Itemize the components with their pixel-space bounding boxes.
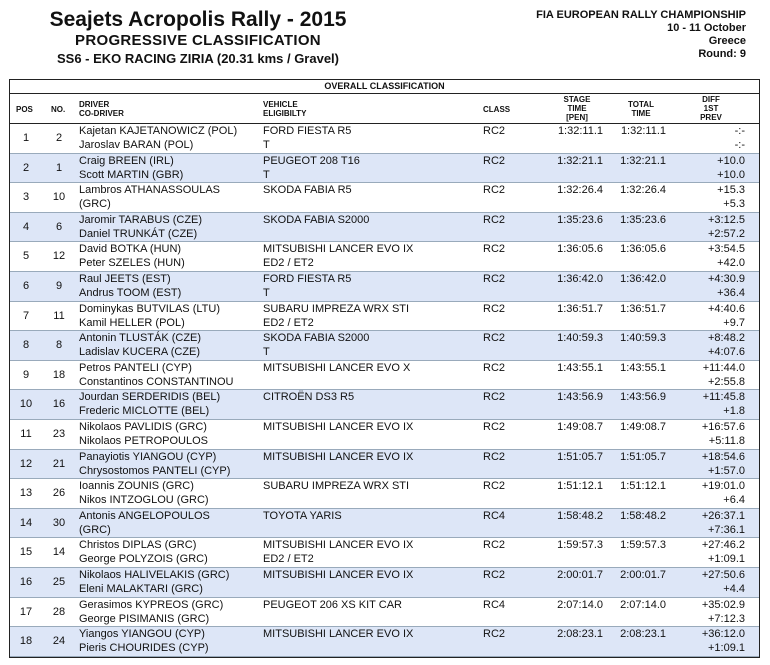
col-class: CLASS	[483, 105, 511, 114]
stage-time: 1:43:55.1	[557, 361, 603, 374]
page-title: Seajets Acropolis Rally - 2015	[49, 8, 347, 31]
driver-name: Panayiotis YIANGOU (CYP)	[79, 450, 217, 463]
vehicle: MITSUBISHI LANCER EVO X	[263, 361, 411, 374]
table-row	[10, 538, 759, 568]
table-row	[10, 361, 759, 391]
codriver-name: Ladislav KUCERA (CZE)	[79, 346, 201, 359]
position: 4	[22, 220, 30, 233]
table-row	[10, 213, 759, 243]
table-row	[10, 509, 759, 539]
stage-time: 1:32:11.1	[557, 125, 603, 137]
driver-name: Nikolaos HALIVELAKIS (GRC)	[79, 568, 230, 581]
table-row	[10, 242, 759, 272]
codriver-name: Frederic MICLOTTE (BEL)	[79, 405, 210, 418]
class: RC2	[483, 361, 506, 374]
stage-time: 1:49:08.7	[557, 420, 603, 433]
total-time: 2:00:01.7	[620, 568, 666, 581]
class: RC2	[483, 539, 506, 552]
diff-prev: +4.4	[723, 582, 745, 595]
position: 18	[19, 635, 33, 648]
diff-first: -:-	[734, 125, 745, 137]
total-time: 1:36:51.7	[620, 302, 666, 315]
diff-prev: +4:07.6	[707, 346, 745, 359]
class: RC2	[483, 243, 506, 256]
vehicle: MITSUBISHI LANCER EVO IX	[263, 450, 414, 463]
vehicle: SKODA FABIA S2000	[263, 213, 370, 226]
driver-name: Jaromir TARABUS (CZE)	[79, 213, 203, 226]
diff-first: +4:30.9	[707, 272, 745, 285]
diff-prev: +1:57.0	[707, 464, 745, 477]
stage-time: 1:32:21.1	[557, 154, 603, 167]
position: 5	[22, 250, 30, 263]
total-time: 1:43:55.1	[620, 361, 666, 374]
eligibility: ED2 / ET2	[263, 316, 314, 329]
vehicle: PEUGEOT 208 T16	[263, 154, 360, 167]
eligibility: T	[263, 286, 270, 299]
diff-first: +18:54.6	[701, 450, 745, 463]
car-number: 26	[52, 487, 66, 500]
diff-first: +16:57.6	[701, 420, 745, 433]
position: 13	[19, 487, 33, 500]
driver-name: Gerasimos KYPREOS (GRC)	[79, 598, 224, 611]
column-headers	[10, 94, 759, 124]
col-vehicle: VEHICLE ELIGIBILTY	[263, 100, 307, 118]
vehicle: SUBARU IMPREZA WRX STI	[263, 480, 410, 493]
stage-time: 1:43:56.9	[557, 391, 603, 404]
total-time: 2:08:23.1	[620, 628, 666, 641]
vehicle: SKODA FABIA S2000	[263, 332, 370, 345]
vehicle: MITSUBISHI LANCER EVO IX	[263, 568, 414, 581]
codriver-name: Kamil HELLER (POL)	[79, 316, 185, 329]
driver-name: Antonin TLUSTÁK (CZE)	[79, 332, 202, 345]
car-number: 12	[52, 250, 66, 263]
header-left	[18, 8, 378, 68]
total-time: 1:51:12.1	[620, 480, 666, 493]
table-row	[10, 124, 759, 154]
stage-time: 1:51:05.7	[557, 450, 603, 463]
diff-prev: +10.0	[717, 168, 745, 181]
driver-name: Kajetan KAJETANOWICZ (POL)	[79, 125, 238, 137]
diff-prev: +2:57.2	[707, 227, 745, 240]
total-time: 1:51:05.7	[620, 450, 666, 463]
classification-table	[9, 79, 760, 658]
car-number: 18	[52, 368, 66, 381]
table-body	[10, 124, 759, 657]
car-number: 30	[52, 516, 66, 529]
diff-prev: +1.8	[723, 405, 745, 418]
car-number: 11	[53, 309, 65, 322]
total-time: 1:59:57.3	[620, 539, 666, 552]
col-diff: DIFF 1ST PREV	[700, 95, 722, 122]
stage-time: 1:40:59.3	[557, 332, 603, 345]
table-row	[10, 450, 759, 480]
diff-first: +4:40.6	[707, 302, 745, 315]
class: RC2	[483, 332, 506, 345]
diff-first: +36:12.0	[701, 628, 745, 641]
codriver-name: Nikos INTZOGLOU (GRC)	[79, 494, 209, 507]
diff-prev: +1:09.1	[707, 642, 745, 655]
diff-prev: +9.7	[723, 316, 745, 329]
driver-name: Ioannis ZOUNIS (GRC)	[79, 480, 194, 493]
stage-time: 2:07:14.0	[557, 598, 603, 611]
class: RC2	[483, 272, 506, 285]
position: 14	[19, 516, 33, 529]
diff-prev: +5.3	[723, 198, 745, 211]
table-row	[10, 420, 759, 450]
codriver-name: George POLYZOIS (GRC)	[79, 553, 208, 566]
codriver-name: Jaroslav BARAN (POL)	[79, 139, 194, 151]
eligibility: T	[263, 168, 270, 181]
class: RC2	[483, 450, 506, 463]
car-number: 6	[55, 220, 63, 233]
position: 3	[22, 191, 30, 204]
diff-first: +11:44.0	[702, 361, 745, 374]
table-row	[10, 331, 759, 361]
stage-time: 1:59:57.3	[557, 539, 603, 552]
position: 2	[22, 161, 30, 174]
total-time: 1:32:26.4	[620, 184, 666, 197]
codriver-name: Constantinos CONSTANTINOU	[79, 375, 234, 388]
driver-name: Petros PANTELI (CYP)	[79, 361, 192, 374]
stage-time: 2:08:23.1	[557, 628, 603, 641]
class: RC2	[483, 420, 506, 433]
diff-first: +3:54.5	[707, 243, 745, 256]
position: 11	[20, 427, 32, 440]
table-row	[10, 390, 759, 420]
table-row	[10, 272, 759, 302]
car-number: 1	[55, 161, 63, 174]
total-time: 1:49:08.7	[620, 420, 666, 433]
codriver-name: (GRC)	[79, 198, 111, 211]
vehicle: CITROËN DS3 R5	[263, 391, 355, 404]
vehicle: MITSUBISHI LANCER EVO IX	[263, 539, 414, 552]
class: RC2	[483, 184, 506, 197]
codriver-name: (GRC)	[79, 523, 111, 536]
class: RC4	[483, 598, 506, 611]
position: 8	[22, 339, 30, 352]
header-right	[536, 9, 746, 61]
stage-time: 1:36:42.0	[557, 272, 603, 285]
class: RC2	[483, 480, 506, 493]
vehicle: PEUGEOT 206 XS KIT CAR	[263, 598, 402, 611]
driver-name: Christos DIPLAS (GRC)	[79, 539, 197, 552]
eligibility: ED2 / ET2	[263, 553, 314, 566]
driver-name: Yiangos YIANGOU (CYP)	[79, 628, 205, 641]
diff-prev: +36.4	[717, 286, 745, 299]
diff-prev: +1:09.1	[707, 553, 745, 566]
driver-name: Lambros ATHANASSOULAS	[79, 184, 221, 197]
position: 7	[22, 309, 30, 322]
codriver-name: Peter SZELES (HUN)	[79, 257, 185, 270]
car-number: 2	[55, 132, 63, 144]
car-number: 9	[55, 279, 63, 292]
stage-time: 1:36:05.6	[557, 243, 603, 256]
col-stage-time: STAGE TIME [PEN]	[563, 95, 591, 122]
driver-name: Antonis ANGELOPOULOS	[79, 509, 210, 522]
event-round: Round: 9	[698, 48, 746, 60]
position: 1	[22, 132, 30, 144]
codriver-name: Pieris CHOURIDES (CYP)	[79, 642, 209, 655]
car-number: 28	[52, 605, 66, 618]
table-row	[10, 568, 759, 598]
stage-time: 1:58:48.2	[557, 509, 603, 522]
codriver-name: Daniel TRUNKÁT (CZE)	[79, 227, 198, 240]
class: RC2	[483, 213, 506, 226]
table-row	[10, 302, 759, 332]
diff-prev: -:-	[734, 139, 745, 151]
stage-time: 1:36:51.7	[557, 302, 603, 315]
vehicle: MITSUBISHI LANCER EVO IX	[263, 420, 414, 433]
vehicle: MITSUBISHI LANCER EVO IX	[263, 243, 414, 256]
codriver-name: Eleni MALAKTARI (GRC)	[79, 582, 203, 595]
position: 10	[19, 398, 33, 411]
car-number: 16	[52, 398, 66, 411]
car-number: 10	[52, 191, 66, 204]
class: RC2	[483, 302, 506, 315]
total-time: 1:35:23.6	[620, 213, 666, 226]
col-no: NO.	[51, 105, 66, 114]
vehicle: SKODA FABIA R5	[263, 184, 352, 197]
diff-prev: +7:36.1	[707, 523, 745, 536]
total-time: 1:32:21.1	[620, 154, 666, 167]
diff-first: +19:01.0	[701, 480, 745, 493]
diff-first: +27:50.6	[701, 568, 745, 581]
diff-prev: +6.4	[723, 494, 745, 507]
codriver-name: Andrus TOOM (EST)	[79, 286, 182, 299]
total-time: 1:36:42.0	[620, 272, 666, 285]
driver-name: Nikolaos PAVLIDIS (GRC)	[79, 420, 207, 433]
eligibility: T	[263, 139, 270, 151]
diff-prev: +5:11.8	[708, 434, 745, 447]
event-country: Greece	[708, 35, 746, 47]
car-number: 21	[52, 457, 66, 470]
class: RC2	[483, 568, 506, 581]
driver-name: Raul JEETS (EST)	[79, 272, 171, 285]
total-time: 1:58:48.2	[620, 509, 666, 522]
col-total-time: TOTAL TIME	[628, 100, 654, 118]
total-time: 1:43:56.9	[620, 391, 666, 404]
position: 16	[19, 575, 33, 588]
vehicle: FORD FIESTA R5	[263, 125, 352, 137]
total-time: 1:36:05.6	[620, 243, 666, 256]
eligibility: ED2 / ET2	[263, 257, 314, 270]
car-number: 14	[52, 546, 66, 559]
position: 17	[19, 605, 33, 618]
position: 9	[22, 368, 30, 381]
diff-prev: +7:12.3	[707, 612, 745, 625]
page-subtitle: PROGRESSIVE CLASSIFICATION	[75, 32, 321, 49]
diff-first: +26:37.1	[701, 509, 745, 522]
table-row	[10, 627, 759, 657]
stage-time: 1:35:23.6	[557, 213, 603, 226]
vehicle: MITSUBISHI LANCER EVO IX	[263, 628, 414, 641]
vehicle: FORD FIESTA R5	[263, 272, 352, 285]
diff-first: +8:48.2	[707, 332, 745, 345]
table-band: OVERALL CLASSIFICATION	[10, 80, 759, 94]
diff-prev: +42.0	[717, 257, 745, 270]
driver-name: David BOTKA (HUN)	[79, 243, 182, 256]
class: RC2	[483, 154, 506, 167]
total-time: 1:32:11.1	[620, 125, 666, 137]
diff-first: +3:12.5	[707, 213, 745, 226]
col-driver: DRIVER CO-DRIVER	[79, 100, 124, 118]
col-pos: POS	[16, 105, 33, 114]
class: RC2	[483, 628, 506, 641]
stage-time: 1:32:26.4	[557, 184, 603, 197]
stage-time: 2:00:01.7	[557, 568, 603, 581]
total-time: 1:40:59.3	[620, 332, 666, 345]
car-number: 23	[52, 427, 66, 440]
codriver-name: Chrysostomos PANTELI (CYP)	[79, 464, 231, 477]
eligibility: T	[263, 346, 270, 359]
driver-name: Jourdan SERDERIDIS (BEL)	[79, 391, 221, 404]
class: RC2	[483, 125, 506, 137]
codriver-name: Scott MARTIN (GBR)	[79, 168, 184, 181]
diff-first: +35:02.9	[701, 598, 745, 611]
position: 15	[19, 546, 33, 559]
position: 6	[22, 279, 30, 292]
table-row	[10, 154, 759, 184]
codriver-name: Nikolaos PETROPOULOS	[79, 434, 208, 447]
table-row	[10, 479, 759, 509]
stage-time: 1:51:12.1	[557, 480, 603, 493]
table-row	[10, 598, 759, 628]
car-number: 25	[52, 575, 66, 588]
driver-name: Craig BREEN (IRL)	[79, 154, 174, 167]
total-time: 2:07:14.0	[620, 598, 666, 611]
driver-name: Dominykas BUTVILAS (LTU)	[79, 302, 220, 315]
championship: FIA EUROPEAN RALLY CHAMPIONSHIP	[536, 9, 746, 21]
vehicle: TOYOTA YARIS	[263, 509, 342, 522]
diff-first: +10.0	[717, 154, 745, 167]
diff-first: +15.3	[717, 184, 745, 197]
diff-first: +27:46.2	[701, 539, 745, 552]
car-number: 24	[52, 635, 66, 648]
car-number: 8	[55, 339, 63, 352]
position: 12	[19, 457, 33, 470]
class: RC4	[483, 509, 506, 522]
codriver-name: George PISIMANIS (GRC)	[79, 612, 210, 625]
vehicle: SUBARU IMPREZA WRX STI	[263, 302, 410, 315]
diff-first: +11:45.8	[702, 391, 745, 404]
event-dates: 10 - 11 October	[667, 22, 746, 34]
class: RC2	[483, 391, 506, 404]
diff-prev: +2:55.8	[707, 375, 745, 388]
stage-info: SS6 - EKO RACING ZIRIA (20.31 kms / Gravel)	[57, 51, 339, 66]
table-row	[10, 183, 759, 213]
